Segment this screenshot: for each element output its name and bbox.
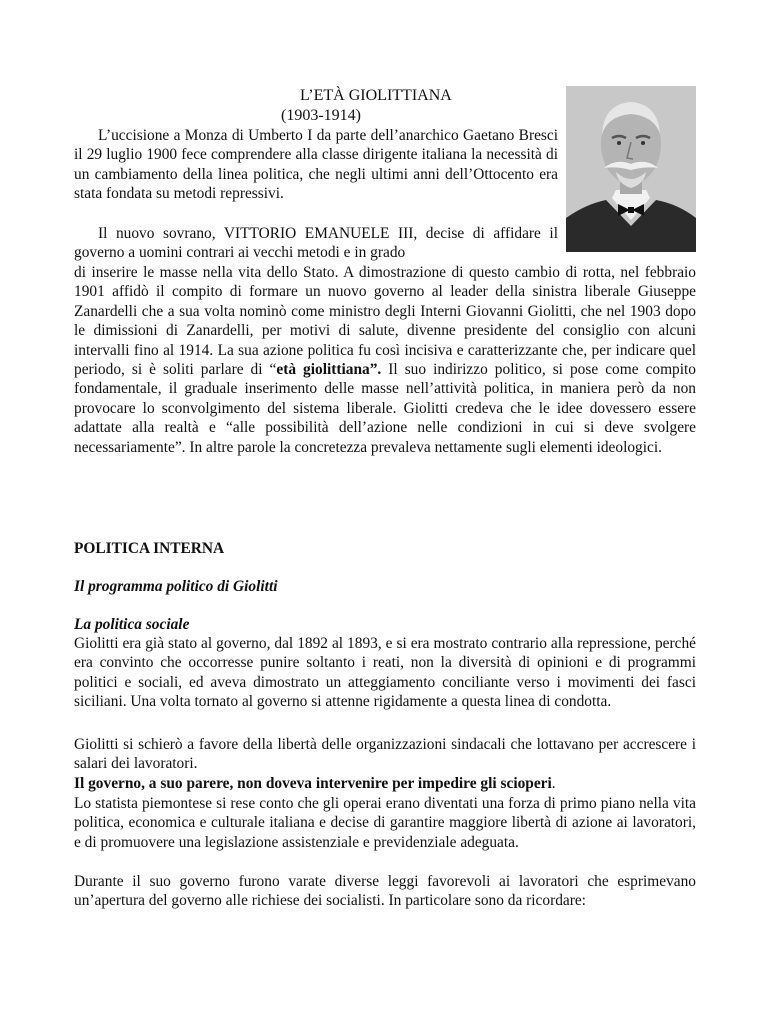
sociale-paragraph-4 xyxy=(74,794,696,852)
subsection-title: Il programma politico di Giolitti xyxy=(74,578,278,595)
sociale-p3-bold: Il governo, a suo parere, non doveva intervenire per impedire gli scioperi xyxy=(74,775,552,792)
giolitti-portrait-image xyxy=(566,86,696,252)
sociale-paragraph-2 xyxy=(74,735,696,774)
sociale-p2-text: Giolitti si schierò a favore della libertà delle organizzazioni sindacali che lottavano per accrescere i salari dei lavoratori. xyxy=(74,736,696,773)
intro-p2-b-text: di inserire le masse nella vita dello Stato. A dimostrazione di questo cambio di rotta, nel febbraio 1901 affidò il compito di formare un nuovo governo al leader della sinistra liberale Giuseppe Zanardelli che a sua volta nominò come ministro degli Interni Giovanni Giolitti, che nel 1903 dopo le dimissioni di Zanardelli, per motivi di salute, divenne presidente del consiglio con alcuni intervalli fino al 1914. La sua azione politica fu così incisiva e caratterizzante che, per indicare quel periodo, si è soliti parlare di “ xyxy=(74,264,696,379)
sociale-p4-text: Lo statista piemontese si rese conto che gli operai erano diventati una forza di primo piano nella vita politica, economica e culturale italiana e decise di garantire maggiore libertà di azione ai lavoratori, e di promuovere una legislazione assistenziale e previdenziale adeguata. xyxy=(74,795,696,851)
document-dates: (1903-1914) xyxy=(281,107,361,124)
intro-paragraph-2-start xyxy=(74,224,558,263)
sociale-p1-text: Giolitti era già stato al governo, dal 1892 al 1893, e si era mostrato contrario alla repressione, perché era convinto che occorresse punire soltanto i reati, non la diversità di opinioni e di programmi politici e sociali, ed aveva dimostrato un atteggiamento conciliante verso i movimenti dei fasci siciliani. Una volta tornato al governo si attenne rigidamente a questa linea di condotta. xyxy=(74,635,696,711)
intro-paragraph-2-continued xyxy=(74,263,696,457)
intro-paragraph-1 xyxy=(74,126,558,204)
intro-p2-a-text: Il nuovo sovrano, VITTORIO EMANUELE III, decise di affidare il governo a uomini contrari ai vecchi metodi e in grado xyxy=(74,225,558,262)
document-title: L’ETÀ GIOLITTIANA xyxy=(300,87,452,104)
sociale-p5-text: Durante il suo governo furono varate diverse leggi favorevoli ai lavoratori che esprimevano un’apertura del governo alle richiese dei socialisti. In particolare sono da ricordare: xyxy=(74,873,696,910)
sub-subsection-title: La politica sociale xyxy=(74,616,190,633)
portrait-photo xyxy=(566,86,696,252)
sociale-paragraph-3 xyxy=(74,774,696,793)
intro-p1-text: L’uccisione a Monza di Umberto I da parte dell’anarchico Gaetano Bresci il 29 luglio 1900 fece comprendere alla classe dirigente italiana la necessità di un cambiamento della linea politica, che negli ultimi anni dell’Ottocento era stata fondata su metodi repressivi. xyxy=(74,127,558,203)
sociale-paragraph-5 xyxy=(74,872,696,911)
sociale-p3-end: . xyxy=(551,775,556,792)
sociale-paragraph-1 xyxy=(74,634,696,712)
section-heading: POLITICA INTERNA xyxy=(74,540,225,557)
intro-p2-c-text: Il suo indirizzo politico, si pose come compito fondamentale, il graduale inserimento delle masse nell’attività politica, in maniera però da non provocare lo sconvolgimento del sistema liberale. Giolitti credeva che le idee dovessero essere adattate alla realtà e “alle possibilità dell’azione nelle condizioni in cui si deve svolgere necessariamente”. In altre parole la concretezza prevaleva nettamente sugli elementi ideologici. xyxy=(74,361,696,456)
eta-giolittiana-bold: età giolittiana”. xyxy=(276,361,382,379)
